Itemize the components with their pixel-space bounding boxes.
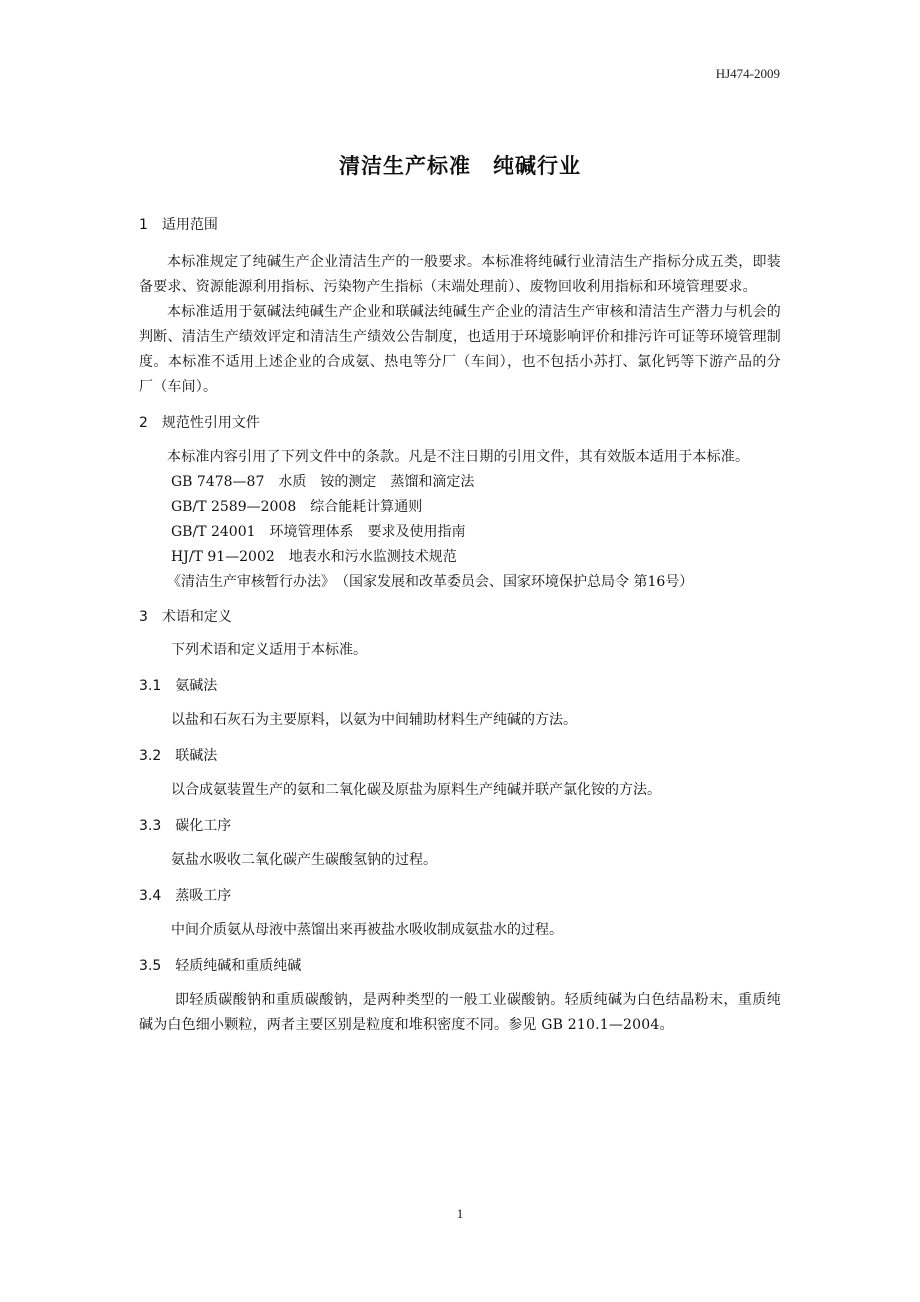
section-1-paragraph-2: 本标准适用于氨碱法纯碱生产企业和联碱法纯碱生产企业的清洁生产审核和清洁生产潜力与机会的判断、清洁生产绩效评定和清洁生产绩效公告制度，也适用于环境影响评价和排污许可证等环境管理制度。本标准不适用上述企业的合成氨、热电等分厂（车间），也不包括小苏打、氯化钙等下游产品的分厂（车间）。 — [139, 304, 781, 395]
page-number: 1 — [456, 1206, 464, 1221]
section-3-heading: 3 术语和定义 — [139, 609, 232, 625]
section-1-heading: 1 适用范围 — [139, 217, 218, 233]
reference-item: 《清洁生产审核暂行办法》 （国家发展和改革委员会、国家环境保护总局令 第16号） — [167, 574, 694, 590]
section-2-paragraph-1: 本标准内容引用了下列文件中的条款。凡是不注日期的引用文件，其有效版本适用于本标准。 — [167, 449, 750, 465]
term-3-4-heading: 3.4 蒸吸工序 — [139, 888, 232, 904]
term-3-3-heading: 3.3 碳化工序 — [139, 818, 232, 834]
term-3-2-definition: 以合成氨装置生产的氨和二氧化碳及原盐为原料生产纯碱并联产氯化铵的方法。 — [171, 782, 661, 798]
section-1-paragraph-1: 本标准规定了纯碱生产企业清洁生产的一般要求。本标准将纯碱行业清洁生产指标分成五类，即装备要求、资源能源利用指标、污染物产生指标（末端处理前）、废物回收利用指标和环境管理要求。 — [139, 254, 781, 295]
reference-item: GB 7478—87 水质 铵的测定 蒸馏和滴定法 — [171, 474, 475, 490]
document-body — [139, 215, 781, 1038]
term-3-5-definition: 即轻质碳酸钠和重质碳酸钠，是两种类型的一般工业碳酸钠。轻质纯碱为白色结晶粉末，重质纯碱为白色细小颗粒，两者主要区别是粒度和堆积密度不同。参见 GB 210.1—2004。 — [139, 992, 781, 1033]
section-3-paragraph-1: 下列术语和定义适用于本标准。 — [171, 642, 367, 658]
term-3-5-heading: 3.5 轻质纯碱和重质纯碱 — [139, 958, 302, 974]
term-3-3-definition: 氨盐水吸收二氧化碳产生碳酸氢钠的过程。 — [171, 852, 437, 868]
reference-item: GB/T 24001 环境管理体系 要求及使用指南 — [171, 524, 466, 540]
page-title: 清洁生产标准 纯碱行业 — [339, 154, 581, 178]
section-2-heading: 2 规范性引用文件 — [139, 415, 260, 431]
reference-item: HJ/T 91—2002 地表水和污水监测技术规范 — [171, 549, 457, 565]
standard-code: HJ474-2009 — [715, 66, 780, 81]
term-3-4-definition: 中间介质氨从母液中蒸馏出来再被盐水吸收制成氨盐水的过程。 — [171, 922, 563, 938]
term-3-2-heading: 3.2 联碱法 — [139, 748, 218, 764]
reference-item: GB/T 2589—2008 综合能耗计算通则 — [171, 499, 423, 515]
term-3-1-heading: 3.1 氨碱法 — [139, 678, 218, 694]
term-3-1-definition: 以盐和石灰石为主要原料，以氨为中间辅助材料生产纯碱的方法。 — [171, 712, 577, 728]
